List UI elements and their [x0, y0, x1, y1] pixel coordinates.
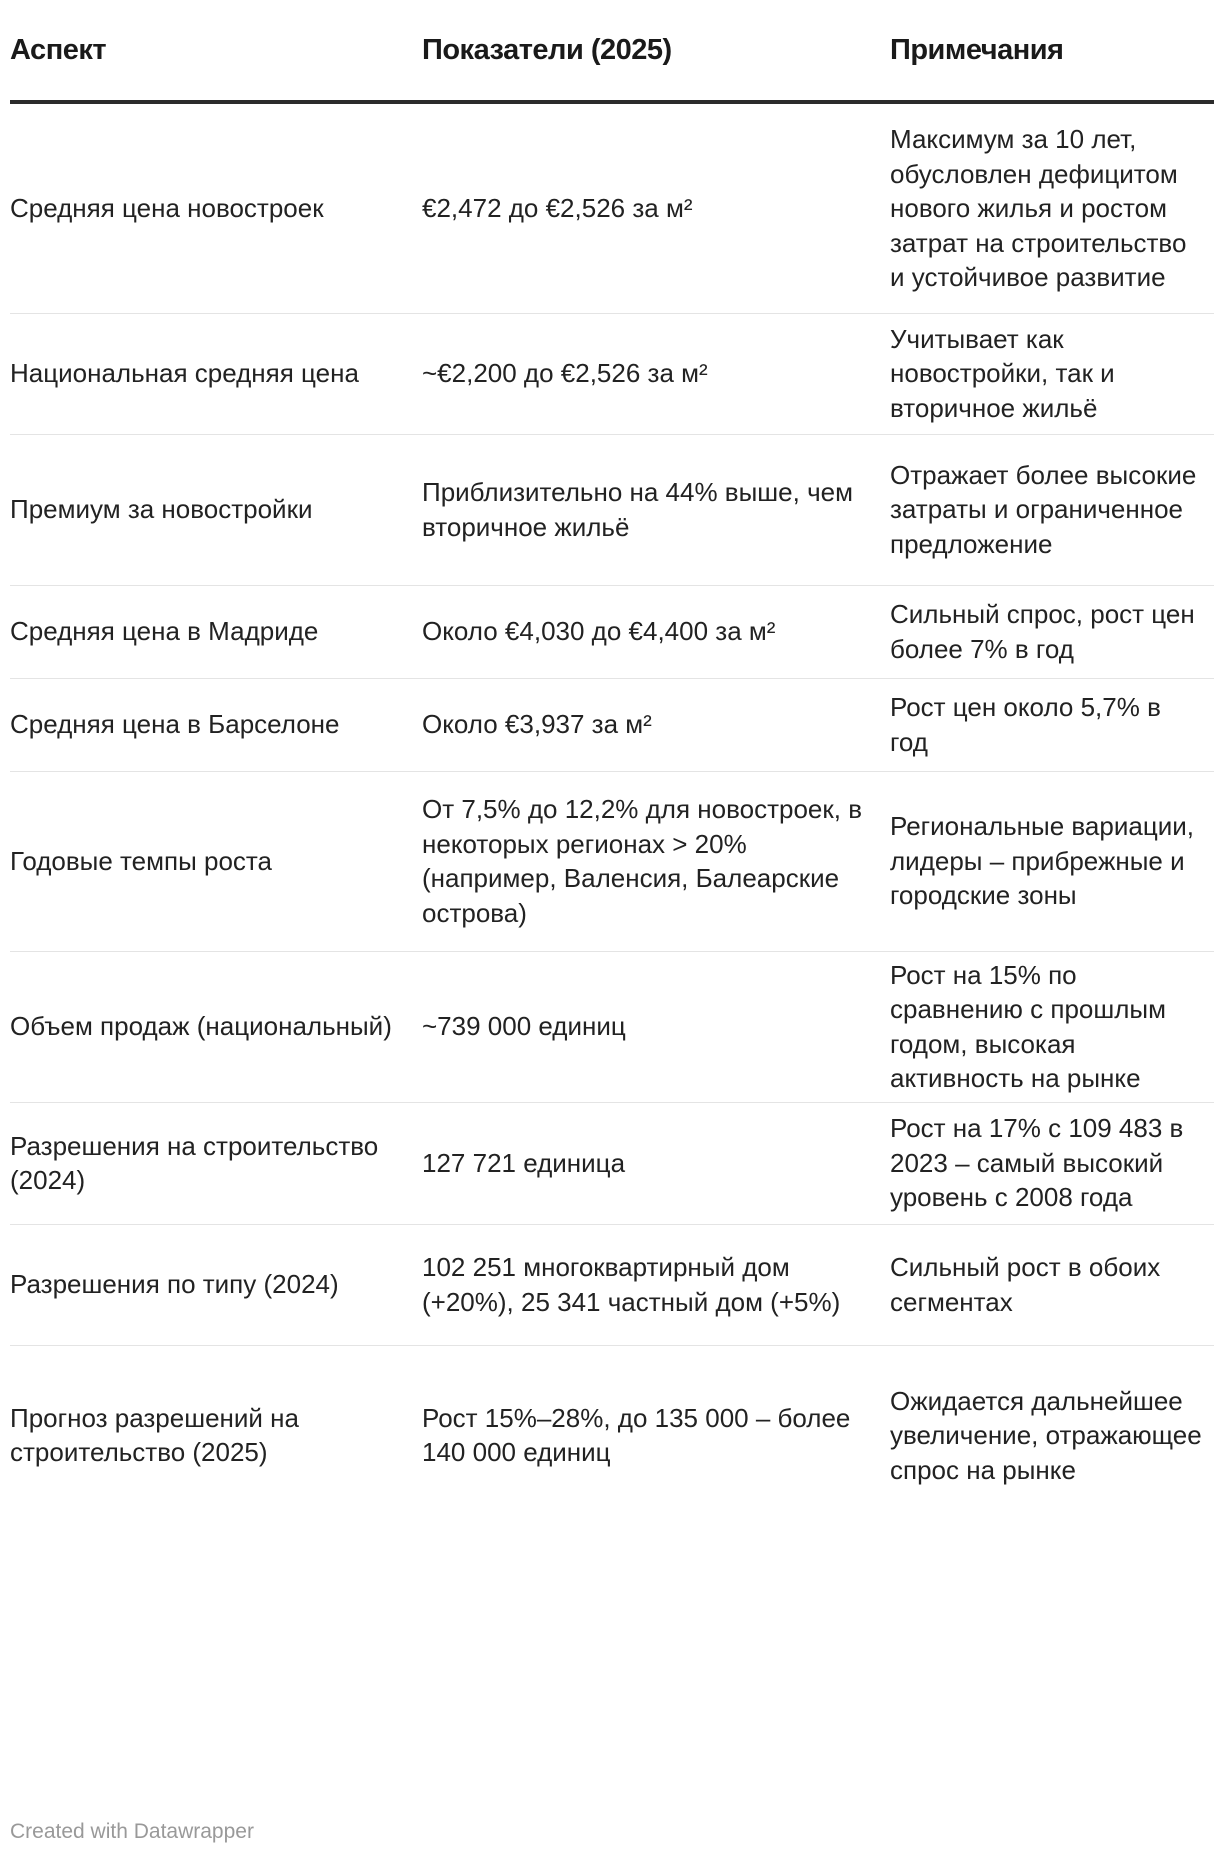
cell-note: Учитывает как новостройки, так и вторичное жильё	[890, 313, 1214, 434]
cell-aspect: Годовые темпы роста	[10, 771, 422, 951]
cell-aspect: Прогноз разрешений на строительство (2025)	[10, 1402, 299, 1468]
cell-value: Около €3,937 за м²	[422, 678, 890, 771]
cell-aspect: Национальная средняя цена	[10, 313, 422, 434]
cell-value: €2,472 до €2,526 за м²	[422, 102, 890, 313]
cell-value: ~739 000 единиц	[422, 951, 890, 1102]
table-row	[10, 951, 1214, 1102]
table-row	[10, 678, 1214, 771]
cell-note: Ожидается дальнейшее увеличение, отражающее спрос на рынке	[890, 1385, 1202, 1485]
cell-aspect: Средняя цена в Мадриде	[10, 585, 422, 678]
cell-note: Максимум за 10 лет, обусловлен дефицитом нового жилья и ростом затрат на строительство и устойчивое развитие	[890, 102, 1214, 313]
table-row	[10, 313, 1214, 434]
cell-aspect: Премиум за новостройки	[10, 434, 422, 585]
cell-note: Сильный рост в обоих сегментах	[890, 1224, 1214, 1345]
cell-value: Около €4,030 до €4,400 за м²	[422, 585, 890, 678]
table-row	[10, 771, 1214, 951]
data-table	[10, 0, 1214, 1525]
cell-value: ~€2,200 до €2,526 за м²	[422, 313, 890, 434]
table-row	[10, 1345, 1214, 1525]
column-header-notes: Примечания	[890, 0, 1214, 102]
table-row	[10, 585, 1214, 678]
cell-aspect: Разрешения на строительство (2024)	[10, 1102, 422, 1224]
cell-value: 127 721 единица	[422, 1102, 890, 1224]
table-row	[10, 1224, 1214, 1345]
table-row	[10, 434, 1214, 585]
data-table-container	[10, 0, 1214, 1525]
cell-aspect: Объем продаж (национальный)	[10, 951, 422, 1102]
cell-note: Рост на 17% с 109 483 в 2023 – самый высокий уровень с 2008 года	[890, 1102, 1214, 1224]
cell-note: Сильный спрос, рост цен более 7% в год	[890, 585, 1214, 678]
table-header-row	[10, 0, 1214, 102]
cell-note: Отражает более высокие затраты и ограниченное предложение	[890, 434, 1214, 585]
cell-note: Рост на 15% по сравнению с прошлым годом, высокая активность на рынке	[890, 951, 1214, 1102]
cell-value: Приблизительно на 44% выше, чем вторичное жильё	[422, 434, 890, 585]
datawrapper-credit[interactable]: Created with Datawrapper	[10, 1820, 254, 1843]
column-header-metrics: Показатели (2025)	[422, 0, 890, 102]
cell-note: Рост цен около 5,7% в год	[890, 678, 1214, 771]
cell-value: Рост 15%–28%, до 135 000 – более 140 000 единиц	[422, 1402, 851, 1468]
column-header-aspect: Аспект	[10, 0, 422, 102]
cell-value: 102 251 многоквартирный дом (+20%), 25 341 частный дом (+5%)	[422, 1224, 890, 1345]
cell-value: От 7,5% до 12,2% для новостроек, в некоторых регионах > 20% (например, Валенсия, Балеарские острова)	[422, 771, 890, 951]
table-row	[10, 102, 1214, 313]
cell-aspect: Разрешения по типу (2024)	[10, 1224, 422, 1345]
cell-aspect: Средняя цена в Барселоне	[10, 678, 422, 771]
cell-note: Региональные вариации, лидеры – прибрежные и городские зоны	[890, 771, 1214, 951]
table-row	[10, 1102, 1214, 1224]
cell-aspect: Средняя цена новостроек	[10, 102, 422, 313]
